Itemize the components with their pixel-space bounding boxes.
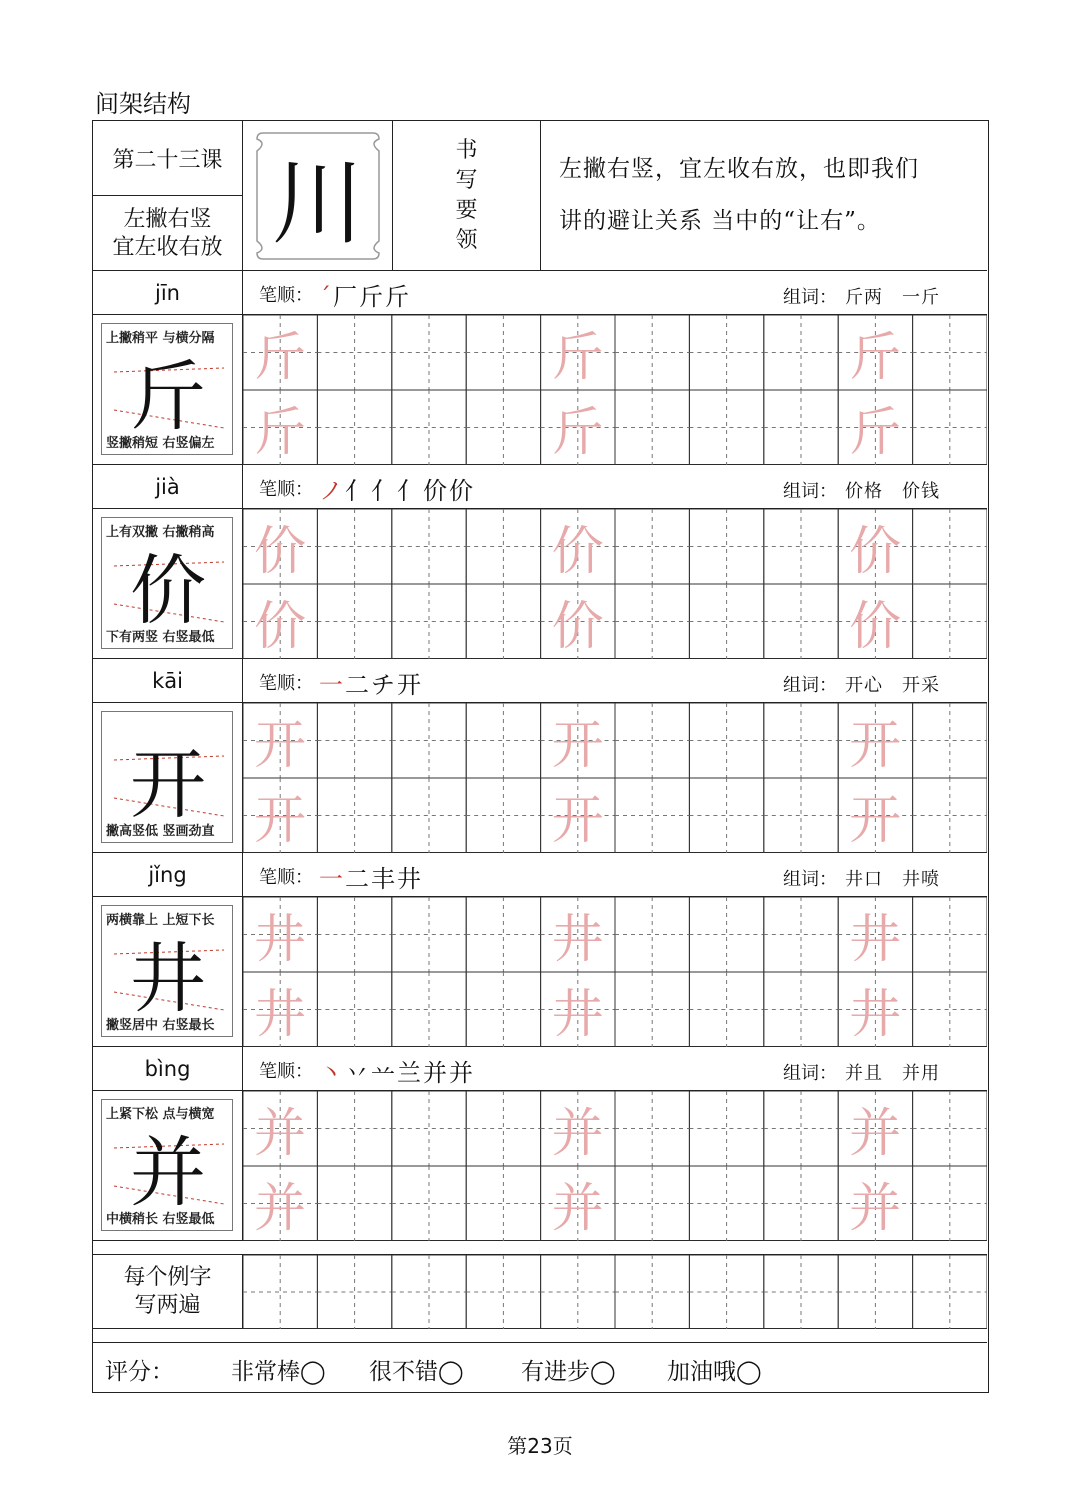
summary-line-2: 宜左收右放 (112, 234, 223, 260)
writing-grid (243, 315, 987, 465)
rating-label: 评分： (105, 1359, 174, 1385)
tracing-char[interactable]: 井 (253, 909, 306, 970)
structure-tip-bottom: 下有两竖 右竖最低 (106, 630, 215, 645)
stroke-order (319, 277, 411, 312)
structure-tip-top: 上有双撇 右撇稍高 (106, 525, 215, 540)
pinyin: bìng (93, 1047, 243, 1091)
example-words: 斤两 一斤 (845, 287, 940, 308)
practice-row (93, 1255, 987, 1329)
key-points-char: 领 (455, 228, 478, 253)
stroke-order-rest: 二丰井 (345, 865, 423, 893)
description-line-1: 左撇右竖，宜左收右放，也即我们 (559, 156, 919, 182)
rating-option[interactable]: 有进步◯ (521, 1359, 616, 1385)
practice-label (93, 1255, 243, 1329)
example-words: 井口 井喷 (845, 869, 940, 890)
stroke-order-label: 笔顺： (259, 479, 313, 500)
featured-char-cell (243, 121, 393, 271)
rating-row (93, 1343, 987, 1391)
demo-box (101, 905, 233, 1037)
tracing-char[interactable]: 斤 (849, 402, 902, 463)
tracing-char[interactable]: 斤 (253, 402, 306, 463)
demo-box (101, 1099, 233, 1231)
rating-option[interactable]: 加油哦◯ (667, 1359, 762, 1385)
words-label: 组词： (783, 869, 837, 890)
stroke-order-first: 丶 (319, 1059, 345, 1087)
demo-box (101, 711, 233, 843)
tracing-char[interactable]: 并 (253, 1103, 306, 1164)
tracing-char[interactable]: 井 (551, 909, 604, 970)
practice-label-line: 写两遍 (134, 1293, 201, 1318)
writing-grid (243, 703, 987, 853)
character-block (93, 1047, 987, 1241)
tracing-char[interactable]: 价 (849, 596, 902, 657)
stroke-order-first: ˊ (319, 283, 333, 311)
pinyin: jǐng (93, 853, 243, 897)
tracing-char[interactable]: 价 (253, 596, 306, 657)
separator-row (93, 1329, 987, 1343)
pinyin: kāi (93, 659, 243, 703)
tracing-char[interactable]: 并 (253, 1178, 306, 1239)
separator-row (93, 1241, 987, 1255)
demo-char: 斤 (130, 351, 206, 441)
character-info-row (93, 465, 987, 509)
stroke-order-label: 笔顺： (259, 285, 313, 306)
writing-grid (243, 897, 987, 1047)
practice-grid (243, 1255, 987, 1329)
stroke-order-rest: 亻亻亻价价 (345, 477, 475, 505)
tracing-char[interactable]: 价 (253, 521, 306, 582)
rating-option[interactable]: 很不错◯ (369, 1359, 464, 1385)
tracing-char[interactable]: 价 (551, 521, 604, 582)
structure-tip-bottom: 撇竖居中 右竖最长 (106, 1018, 215, 1033)
writing-grid (243, 1091, 987, 1241)
key-points-char: 要 (455, 198, 478, 223)
character-block (93, 271, 987, 465)
demo-char: 开 (130, 739, 206, 829)
words-label: 组词： (783, 481, 837, 502)
structure-tip-top: 上紧下松 点与横宽 (106, 1107, 215, 1122)
tracing-char[interactable]: 井 (551, 984, 604, 1045)
tracing-char[interactable]: 并 (551, 1103, 604, 1164)
demo-cell (93, 703, 243, 853)
tracing-char[interactable]: 价 (551, 596, 604, 657)
tracing-char[interactable]: 价 (849, 521, 902, 582)
character-block (93, 853, 987, 1047)
summary-line-1: 左撇右竖 (123, 206, 212, 232)
structure-tip-bottom: 中横稍长 右竖最低 (106, 1212, 215, 1227)
stroke-order (319, 1053, 475, 1088)
lesson-header (93, 121, 987, 271)
stroke-order-first: 一 (319, 865, 345, 893)
worksheet (92, 120, 989, 1393)
tracing-char[interactable]: 斤 (849, 327, 902, 388)
demo-cell (93, 897, 243, 1047)
stroke-order-rest: 厂斤斤 (333, 283, 411, 311)
tracing-char[interactable]: 斤 (253, 327, 306, 388)
character-info-row (93, 853, 987, 897)
structure-tip-bottom: 撇高竖低 竖画劲直 (106, 824, 215, 839)
stroke-order (319, 665, 423, 700)
character-info-row (93, 1047, 987, 1091)
stroke-order-first: ノ (319, 477, 345, 505)
demo-char: 价 (130, 545, 206, 635)
description-line-2: 讲的避让关系 当中的“让右”。 (559, 208, 881, 234)
tracing-char[interactable]: 斤 (551, 327, 604, 388)
page-heading: 间架结构 (95, 90, 191, 118)
character-block (93, 659, 987, 853)
rating-option[interactable]: 非常棒◯ (231, 1359, 326, 1385)
key-points-label (393, 121, 541, 271)
pinyin: jià (93, 465, 243, 509)
lesson-number: 第二十三课 (93, 121, 243, 196)
structure-tip-bottom: 竖撇稍短 右竖偏左 (106, 436, 215, 451)
tracing-char[interactable]: 井 (849, 909, 902, 970)
tracing-char[interactable]: 井 (253, 984, 306, 1045)
tracing-char[interactable]: 斤 (551, 402, 604, 463)
stroke-order-label: 笔顺： (259, 867, 313, 888)
tracing-char[interactable]: 开 (253, 790, 306, 851)
stroke-order-label: 笔顺： (259, 1061, 313, 1082)
character-info-row (93, 271, 987, 315)
demo-cell (93, 1091, 243, 1241)
tracing-char[interactable]: 开 (551, 715, 604, 776)
stroke-order (319, 471, 475, 506)
demo-char: 井 (130, 933, 206, 1023)
words-label: 组词： (783, 287, 837, 308)
tracing-char[interactable]: 并 (551, 1178, 604, 1239)
lesson-summary (93, 196, 243, 271)
character-info-row (93, 659, 987, 703)
example-words: 价格 价钱 (845, 481, 940, 502)
tracing-char[interactable]: 并 (849, 1103, 902, 1164)
stroke-order-rest: 二チ开 (345, 671, 423, 699)
words-label: 组词： (783, 675, 837, 696)
practice-label-line: 每个例字 (123, 1265, 212, 1290)
writing-grid (243, 509, 987, 659)
stroke-order-rest: 丷䒑兰并并 (345, 1059, 475, 1087)
demo-cell (93, 509, 243, 659)
stroke-order (319, 859, 423, 894)
key-points-char: 书 (455, 138, 478, 163)
tracing-char[interactable]: 开 (849, 790, 902, 851)
tracing-char[interactable]: 井 (849, 984, 902, 1045)
tracing-char[interactable]: 开 (551, 790, 604, 851)
demo-box (101, 517, 233, 649)
pinyin: jīn (93, 271, 243, 315)
tracing-char[interactable]: 开 (849, 715, 902, 776)
demo-cell (93, 315, 243, 465)
page-number: 第23页 (507, 1434, 573, 1458)
demo-box (101, 323, 233, 455)
character-block (93, 465, 987, 659)
example-words: 开心 开采 (845, 675, 940, 696)
stroke-order-label: 笔顺： (259, 673, 313, 694)
featured-char: 川 (271, 150, 364, 257)
demo-char: 并 (130, 1127, 206, 1217)
stroke-order-first: 一 (319, 671, 345, 699)
key-points-char: 写 (455, 168, 478, 193)
tracing-char[interactable]: 并 (849, 1178, 902, 1239)
key-points-description (541, 121, 987, 271)
structure-tip-top: 两横靠上 上短下长 (106, 913, 215, 928)
words-label: 组词： (783, 1063, 837, 1084)
example-words: 并且 并用 (845, 1063, 940, 1084)
tracing-char[interactable]: 开 (253, 715, 306, 776)
structure-tip-top: 上撇稍平 与横分隔 (106, 331, 215, 346)
